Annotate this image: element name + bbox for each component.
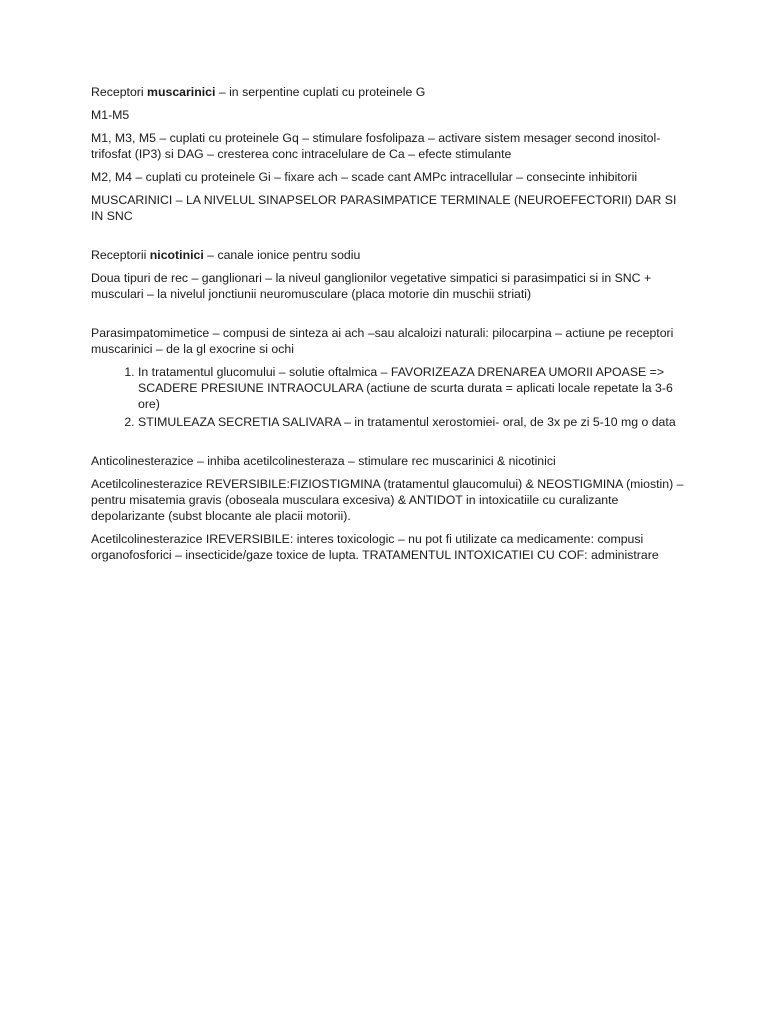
list-item: 2. STIMULEAZA SECRETIA SALIVARA – in tratamentul xerostomiei- oral, de 3x pe zi 5-10 mg o data bbox=[138, 414, 691, 430]
nicotinic-types-paragraph: Doua tipuri de rec – ganglionari – la niveul ganglionilor vegetative simpatici si parasimpatici si in SNC + musculari – la nivelul jonctiunii neuromusculare (placa motorie din muschii striati) bbox=[91, 271, 652, 301]
list-item: 1. In tratamentul glucomului – solutie oftalmica – FAVORIZEAZA DRENAREA UMORII APOASE => SCADERE PRESIUNE INTRAOCULARA (actiune de scurta durata = aplicati locale repetate la 3-6 ore) bbox=[138, 364, 691, 412]
section-spacer bbox=[91, 309, 691, 325]
muscarinic-bold-term: muscarinici bbox=[147, 85, 216, 99]
nicotinic-bold-term: nicotinici bbox=[149, 248, 204, 262]
muscarinic-intro-paragraph bbox=[91, 84, 691, 100]
document-body bbox=[91, 84, 691, 570]
muscarinic-intro-text: Receptori bbox=[91, 85, 148, 99]
m1-m3-m5-paragraph: M1, M3, M5 – cuplati cu proteinele Gq – stimulare fosfolipaza – activare sistem mesager second inositol-trifosfat (IP3) si DAG – cresterea conc intracelulare de Ca – efecte stimulante bbox=[91, 131, 661, 161]
pilocarpine-uses-list bbox=[91, 364, 691, 430]
parasympathomimetic-paragraph: Parasimpatomimetice – compusi de sinteza ai ach –sau alcaloizi naturali: pilocarpina – actiune pe receptori muscarinici – de la gl exocrine si ochi bbox=[91, 326, 674, 356]
nicotinic-intro-text: Receptorii bbox=[91, 248, 150, 262]
nicotinic-intro-paragraph bbox=[91, 247, 691, 263]
reversible-inhibitors-paragraph: Acetilcolinesterazice REVERSIBILE:FIZIOSTIGMINA (tratamentul glaucomului) & NEOSTIGMINA (miostin) – pentru misatemia gravis (oboseala musculara excesiva) & ANTIDOT in intoxicatiile cu curalizante depolarizante (subst blocante ale placii motorii). bbox=[91, 477, 684, 523]
muscarinic-subtypes-paragraph: M1-M5 bbox=[91, 108, 130, 122]
section-spacer bbox=[91, 437, 691, 453]
irreversible-inhibitors-paragraph: Acetilcolinesterazice IREVERSIBILE: interes toxicologic – nu pot fi utilizate ca medicamente: compusi organofosforici – insecticide/gaze toxice de lupta. TRATAMENTUL INTOXICATIEI CU COF: administrare bbox=[91, 532, 659, 562]
section-spacer bbox=[91, 231, 691, 247]
muscarinic-intro-rest: – in serpentine cuplati cu proteinele G bbox=[215, 85, 426, 99]
nicotinic-intro-rest: – canale ionice pentru sodiu bbox=[203, 248, 361, 262]
m2-m4-paragraph: M2, M4 – cuplati cu proteinele Gi – fixare ach – scade cant AMPc intracellular – consecinte inhibitorii bbox=[91, 170, 638, 184]
anticholinesterase-paragraph: Anticolinesterazice – inhiba acetilcolinesteraza – stimulare rec muscarinici & nicotinici bbox=[91, 454, 556, 468]
muscarinic-location-paragraph: MUSCARINICI – LA NIVELUL SINAPSELOR PARASIMPATICE TERMINALE (NEUROEFECTORII) DAR SI IN SNC bbox=[91, 193, 677, 223]
